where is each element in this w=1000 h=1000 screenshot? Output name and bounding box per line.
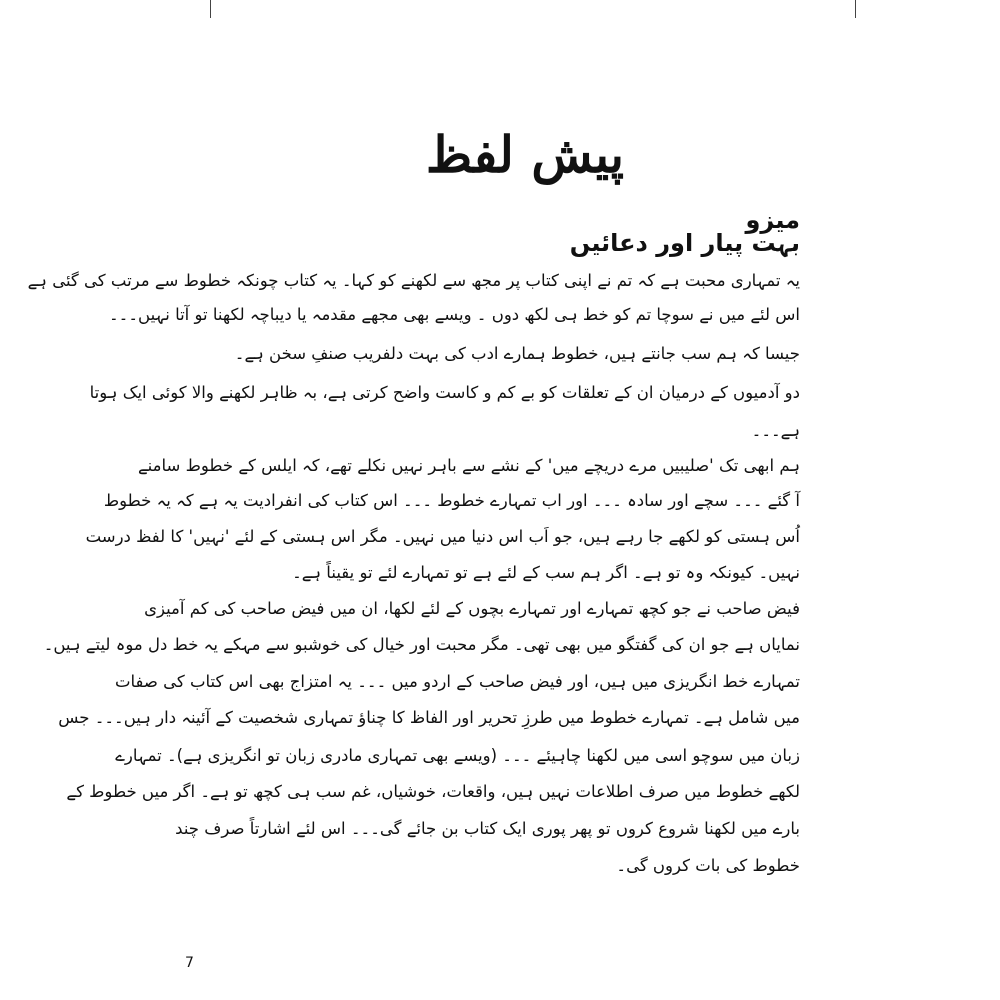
page-edge-mark-right	[855, 0, 856, 18]
addressee: میزو	[745, 206, 800, 234]
body-line: تمہارے خط انگریزی میں ہیں، اور فیض صاحب کے اردو میں ۔۔۔ یہ امتزاج بھی اس کتاب کی صفات	[114, 672, 800, 691]
body-line: لکھے خطوط میں صرف اطلاعات نہیں ہیں، واقعات، خوشیاں، غم سب ہی کچھ تو ہے۔ اگر میں خطوط کے	[66, 782, 800, 801]
body-line: اُس ہستی کو لکھے جا رہے ہیں، جو اَب اس دنیا میں نہیں۔ مگر اس ہستی کے لئے 'نہیں' کا لفظ درست	[85, 527, 800, 546]
body-line: فیض صاحب نے جو کچھ تمہارے اور تمہارے بچوں کے لئے لکھا، ان میں فیض صاحب کی کم آمیزی	[144, 599, 800, 618]
body-line: یہ تمہاری محبت ہے کہ تم نے اپنی کتاب پر مجھ سے لکھنے کو کہا۔ یہ کتاب چونکہ خطوط سے مرتب کی گئی ہے	[27, 271, 800, 290]
body-line: نہیں۔ کیونکہ وہ تو ہے۔ اگر ہم سب کے لئے ہے تو تمہارے لئے تو یقیناً ہے۔	[292, 563, 800, 582]
body-line: زبان میں سوچو اسی میں لکھنا چاہیئے ۔۔۔ (ویسے بھی تمہاری مادری زبان تو انگریزی ہے)۔ تمہارے	[115, 746, 800, 765]
page-title: پیش لفظ	[425, 125, 625, 184]
body-line: اس لئے میں نے سوچا تم کو خط ہی لکھ دوں ۔ ویسے بھی مجھے مقدمہ یا دیباچہ لکھنا تو آتا نہیں۔۔۔	[109, 305, 800, 324]
page-edge-mark-left	[210, 0, 211, 18]
body-line: ہے۔۔۔	[751, 421, 800, 440]
body-line: ہم ابھی تک 'صلیبیں مرے دریچے میں' کے نشے سے باہر نہیں نکلے تھے، کہ ایلس کے خطوط سامنے	[138, 456, 800, 475]
body-line: میں شامل ہے۔ تمہارے خطوط میں طرزِ تحریر اور الفاظ کا چناؤ تمہاری شخصیت کے آئینہ دار ہیں۔۔۔ جس	[58, 708, 800, 727]
page-number: 7	[185, 955, 194, 971]
body-line: جیسا کہ ہم سب جانتے ہیں، خطوط ہمارے ادب کی بہت دلفریب صنفِ سخن ہے۔	[234, 344, 800, 363]
body-line: خطوط کی بات کروں گی۔	[616, 856, 800, 875]
greeting: بہت پیار اور دعائیں	[569, 229, 800, 257]
body-line: نمایاں ہے جو ان کی گفتگو میں بھی تھی۔ مگر محبت اور خیال کی خوشبو سے مہکے یہ خط دل موہ لیتے ہیں۔	[43, 635, 800, 654]
body-line: دو آدمیوں کے درمیان ان کے تعلقات کو بے کم و کاست واضح کرتی ہے، بہ ظاہر لکھنے والا کوئی ایک ہوتا	[89, 383, 800, 402]
body-line: آ گئے ۔۔۔ سچے اور سادہ ۔۔۔ اور اب تمہارے خطوط ۔۔۔ اس کتاب کی انفرادیت یہ ہے کہ یہ خطوط	[103, 491, 800, 510]
body-line: بارے میں لکھنا شروع کروں تو پھر پوری ایک کتاب بن جائے گی۔۔۔ اس لئے اشارتاً صرف چند	[175, 819, 800, 838]
